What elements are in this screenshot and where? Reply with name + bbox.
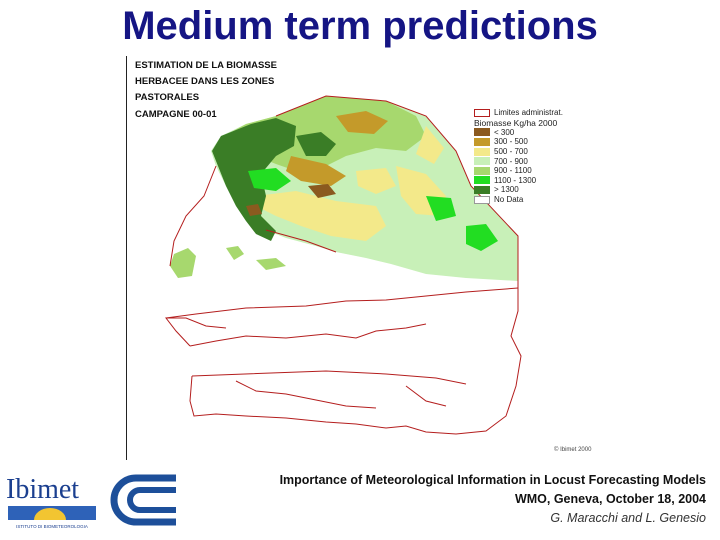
map-title-line-3: PASTORALES (135, 92, 200, 103)
boundary-swatch (474, 109, 490, 117)
footer-line-1: Importance of Meteorological Information in Locust Forecasting Models (279, 473, 706, 487)
legend-class-label: > 1300 (494, 185, 519, 195)
legend-class-swatch (474, 167, 490, 175)
legend-boundary-label: Limites administrat. (494, 108, 563, 118)
legend-header: Biomasse Kg/ha 2000 (474, 117, 558, 128)
slide-title: Medium term predictions (122, 4, 598, 48)
legend-class-swatch (474, 128, 490, 136)
map-title-line-2: HERBACEE DANS LES ZONES (135, 76, 275, 87)
footer-line-2: WMO, Geneva, October 18, 2004 (514, 492, 706, 506)
ibimet-logo (4, 468, 100, 530)
legend-class-label: 300 - 500 (494, 137, 528, 147)
legend-class-row (474, 195, 594, 205)
legend-class-swatch (474, 138, 490, 146)
legend-class-row (474, 176, 594, 186)
footer-line-3: G. Maracchi and L. Genesio (550, 511, 706, 525)
map-credit: © Ibimet 2000 (554, 447, 592, 453)
legend-class-row (474, 156, 594, 166)
legend-class-swatch (474, 186, 490, 194)
legend-class-label: 1100 - 1300 (494, 175, 537, 185)
legend-classes (474, 128, 594, 205)
legend-class-label: 700 - 900 (494, 156, 528, 166)
legend-class-row (474, 185, 594, 195)
legend-class-label: < 300 (494, 127, 515, 137)
legend-class-row (474, 137, 594, 147)
legend-class-swatch (474, 196, 490, 204)
legend-class-swatch (474, 176, 490, 184)
legend-class-row (474, 147, 594, 157)
map-title-line-4: CAMPAGNE 00-01 (135, 109, 217, 120)
legend-class-label: 500 - 700 (494, 147, 528, 157)
legend-class-swatch (474, 157, 490, 165)
map-legend (474, 108, 594, 204)
legend-class-label: No Data (494, 195, 524, 205)
ibimet-logo-text: Ibimet (6, 474, 80, 505)
legend-class-swatch (474, 148, 490, 156)
biomass-fill (170, 96, 518, 281)
legend-class-row (474, 166, 594, 176)
footer (280, 471, 706, 528)
map-title-line-1: ESTIMATION DE LA BIOMASSE (135, 60, 277, 71)
ibimet-subtitle: ISTITUTO DI BIOMETEOROLOGIA (16, 524, 88, 529)
legend-class-label: 900 - 1100 (494, 166, 532, 176)
legend-class-row (474, 128, 594, 138)
legend-boundary-row (474, 108, 594, 118)
cnr-logo (106, 470, 182, 530)
